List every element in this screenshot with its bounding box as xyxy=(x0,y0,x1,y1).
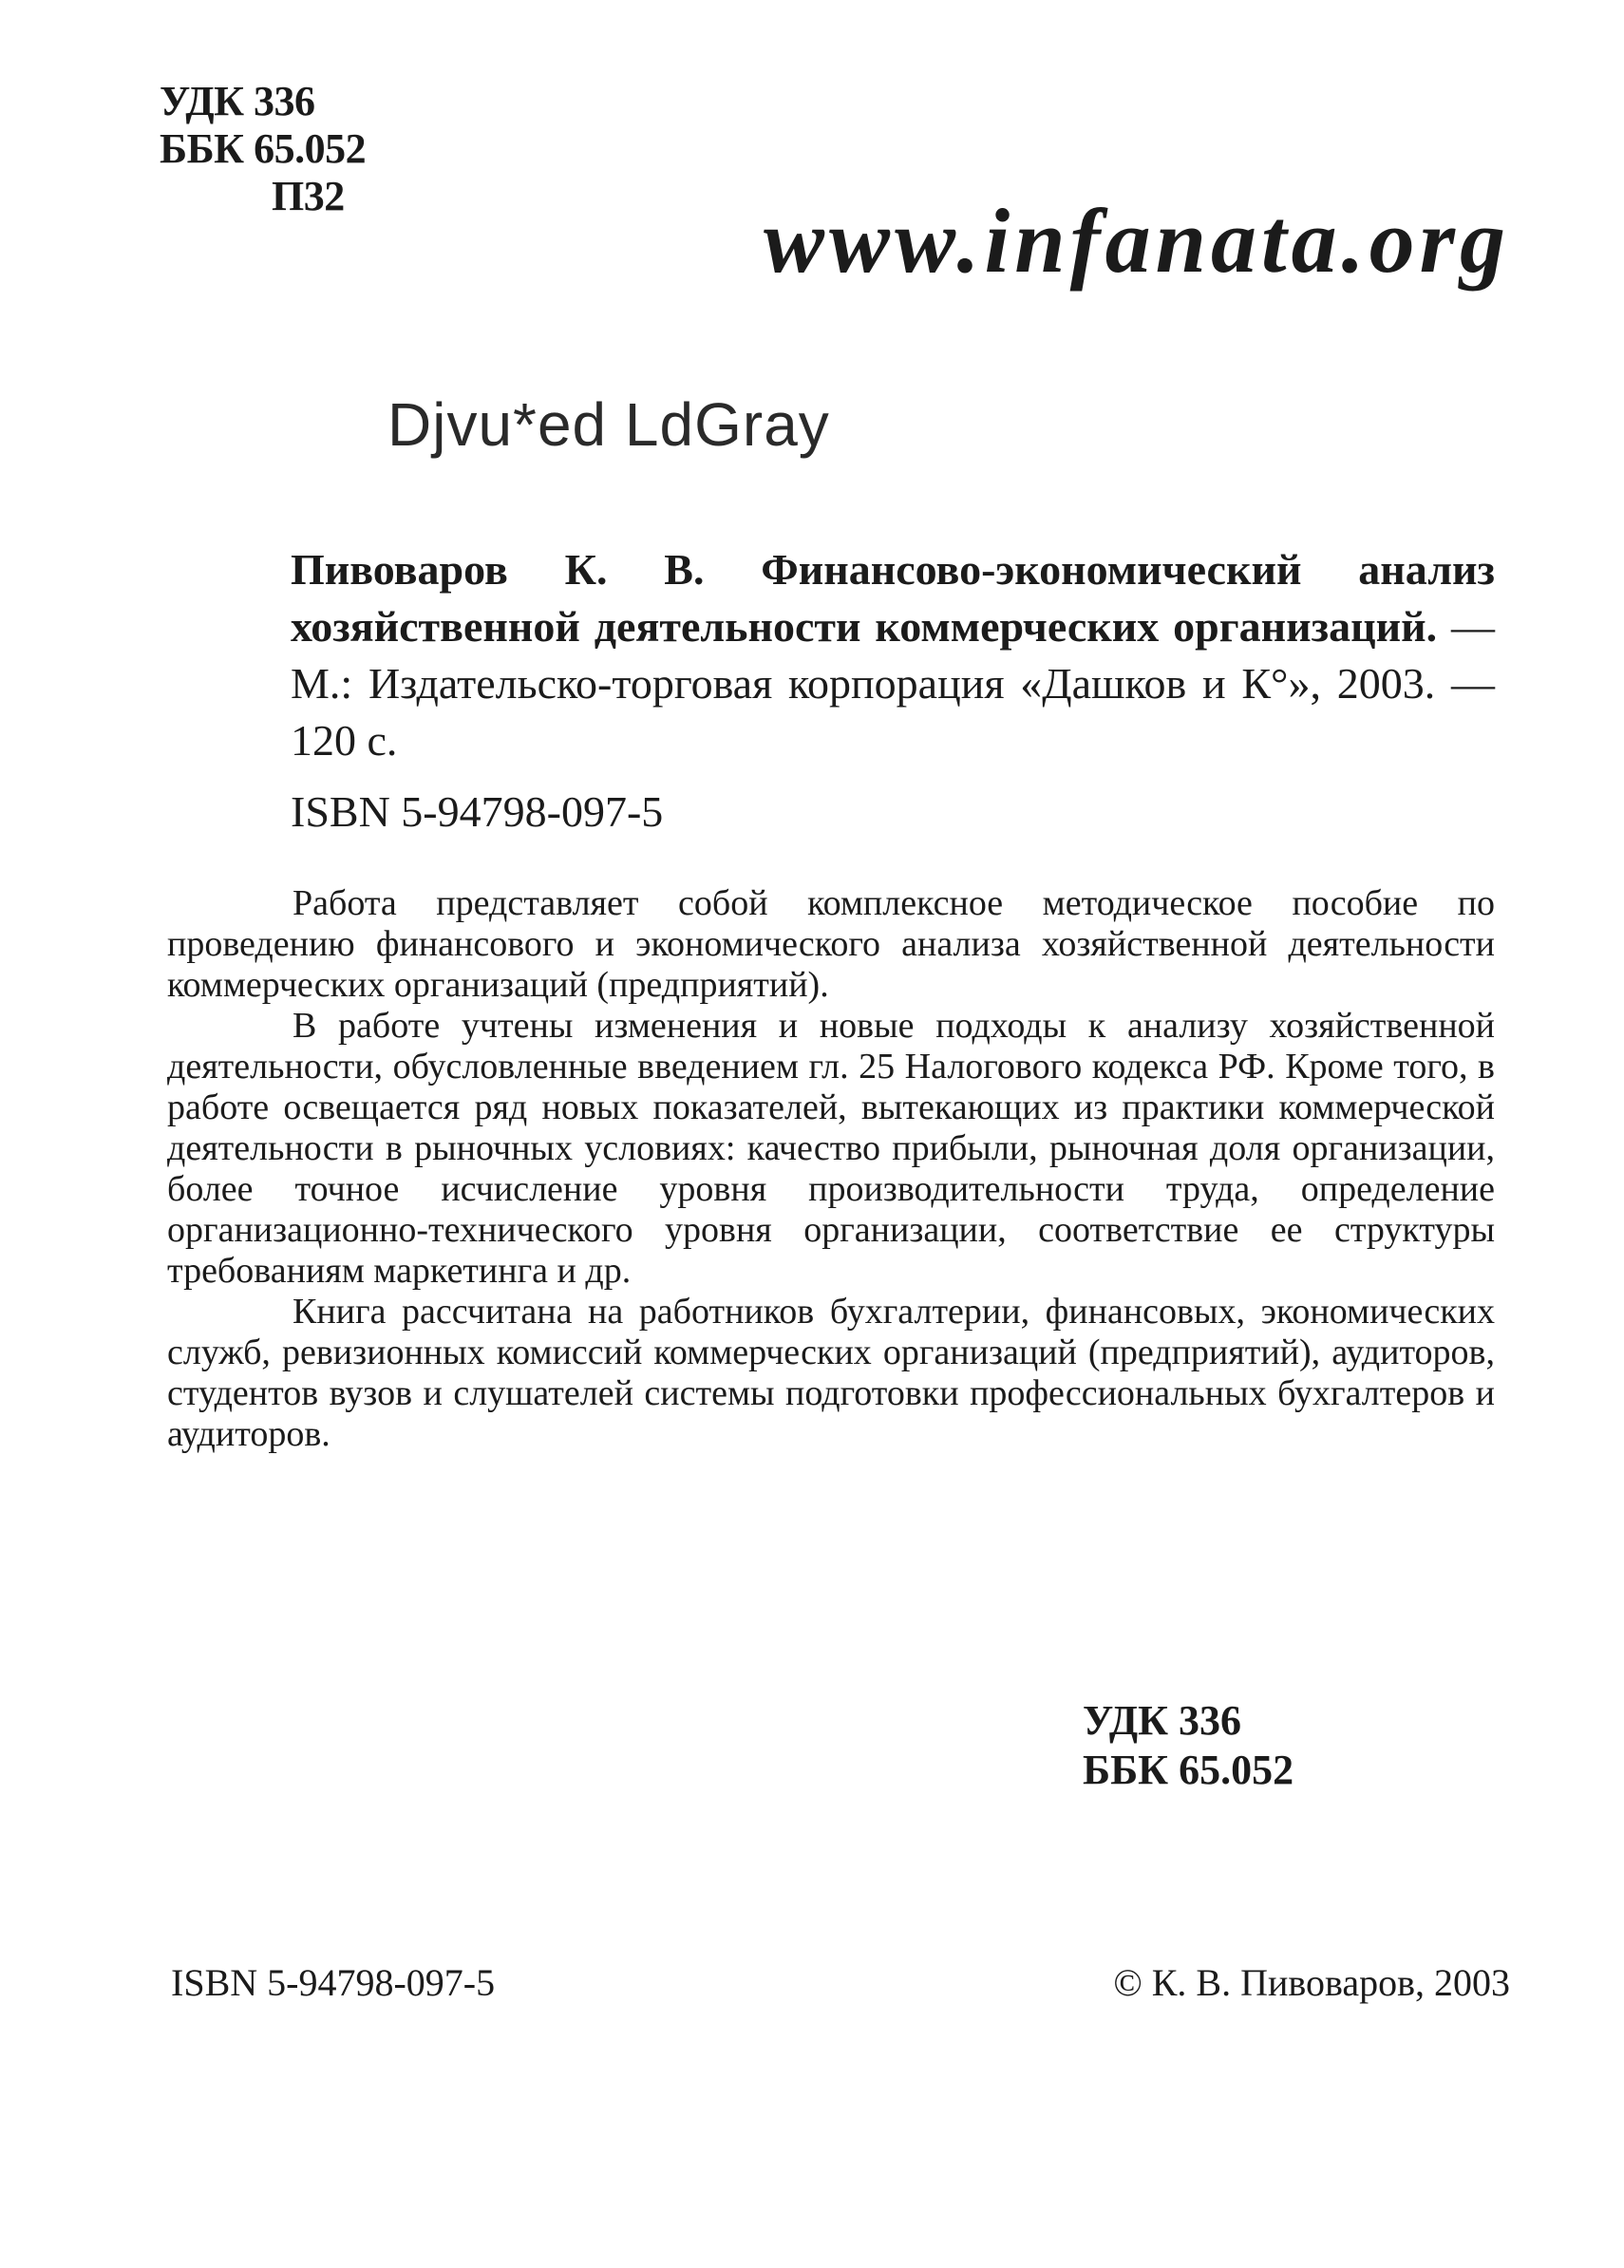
udk-code: УДК 336 xyxy=(160,78,315,124)
library-classification-top xyxy=(160,78,366,220)
abstract-paragraph: В работе учтены изменения и новые подходы к анализу хозяйственной деятельности, обусловленные введением гл. 25 Налогового кодекса РФ. Кроме того, в работе освещается ряд новых показателей, вытекающих из практики коммерческой деятельности в рыночных условиях: качество прибыли, рыночная доля организации, более точное исчисление уровня производительности труда, определение организационно-технического уровня организации, соответствие ее структуры требованиям маркетинга и др. xyxy=(167,1006,1495,1291)
bibliographic-heading: Пивоваров К. В. Финансово-экономический анализ хозяйственной деятельности коммерческих организаций. xyxy=(291,545,1495,651)
website-stamp: www.infanata.org xyxy=(764,190,1510,292)
abstract-paragraph: Книга рассчитана на работников бухгалтерии, финансовых, экономических служб, ревизионных комиссий коммерческих организаций (предприятий), аудиторов, студентов вузов и слушателей системы подготовки профессиональных бухгалтеров и аудиторов. xyxy=(167,1292,1495,1454)
bbk-code: ББК 65.052 xyxy=(160,125,367,172)
abstract-paragraph: Работа представляет собой комплексное методическое пособие по проведению финансового и экономического анализа хозяйственной деятельности коммерческих организаций (предприятий). xyxy=(167,883,1495,1005)
author-code: П32 xyxy=(272,173,345,219)
scan-watermark: Djvu*ed LdGray xyxy=(387,390,830,459)
bibliographic-imprint: — М.: Издательско-торговая корпорация «Дашков и К°», 2003. — 120 с. xyxy=(291,602,1495,765)
library-classification-bottom xyxy=(1083,1696,1294,1795)
footer-isbn: ISBN 5-94798-097-5 xyxy=(171,1961,496,2004)
isbn-entry: ISBN 5-94798-097-5 xyxy=(291,787,664,836)
bibliographic-entry xyxy=(291,541,1495,769)
bbk-code: ББК 65.052 xyxy=(1083,1747,1294,1793)
copyright-notice: © К. В. Пивоваров, 2003 xyxy=(1113,1961,1510,2004)
udk-code: УДК 336 xyxy=(1083,1697,1242,1744)
abstract xyxy=(167,883,1495,1455)
